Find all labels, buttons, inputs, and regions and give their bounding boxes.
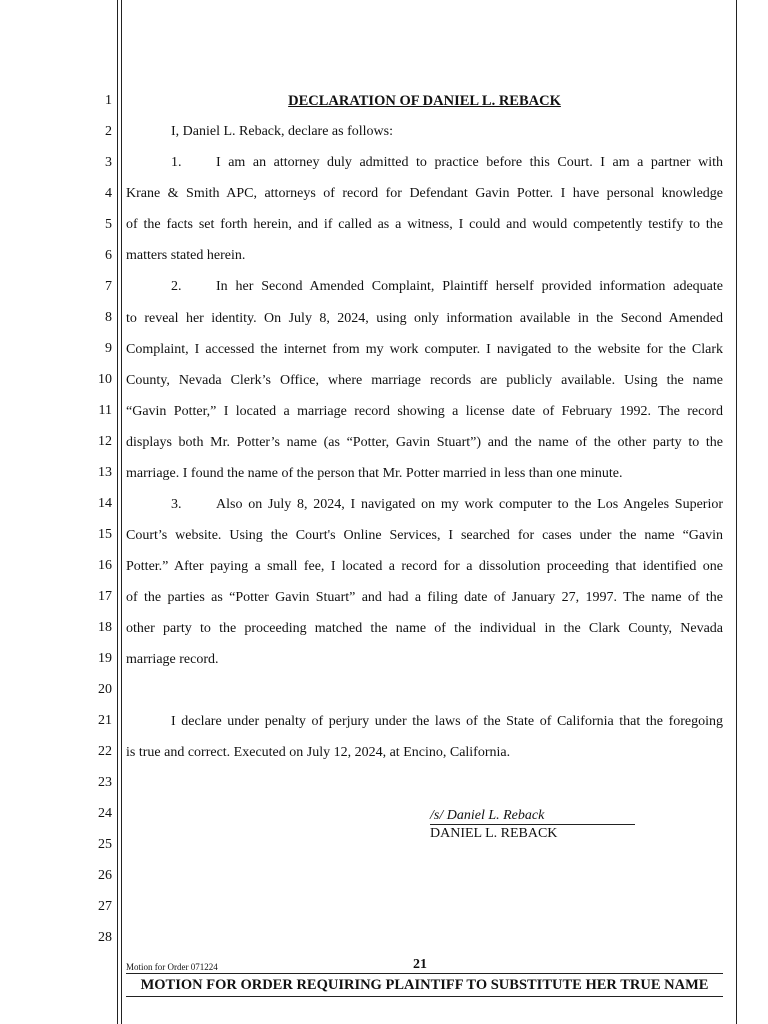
footer-document-id: Motion for Order 071224 — [126, 962, 218, 972]
line-number: 17 — [98, 589, 112, 604]
para2-line-3: Complaint, I accessed the internet from my work computer. I navigated to the website for the Clark — [126, 342, 723, 357]
para3-line-5: other party to the proceeding matched the name of the individual in the Clark County, Nevada — [126, 621, 723, 636]
line-number: 4 — [105, 186, 112, 201]
para3-line-4: of the parties as “Potter Gavin Stuart” and had a filing date of January 27, 1997. The name of the — [126, 590, 723, 605]
line-number: 1 — [105, 93, 112, 108]
line-number: 27 — [98, 899, 112, 914]
line-number: 26 — [98, 868, 112, 883]
line-number: 8 — [105, 310, 112, 325]
signatory-name: DANIEL L. REBACK — [430, 826, 558, 841]
left-margin-rule-inner — [121, 0, 122, 1024]
line-number: 28 — [98, 930, 112, 945]
para2-number: 2. — [171, 279, 182, 294]
footer-title: MOTION FOR ORDER REQUIRING PLAINTIFF TO SUBSTITUTE HER TRUE NAME — [140, 977, 709, 993]
para3-line-2: Court’s website. Using the Court's Online Services, I searched for cases under the name “Gavin — [126, 528, 723, 543]
line-number: 11 — [98, 403, 112, 418]
para2-line-7: marriage. I found the name of the person that Mr. Potter married in less than one minute. — [126, 466, 623, 481]
para1-number: 1. — [171, 155, 182, 170]
para3-line-6: marriage record. — [126, 652, 219, 667]
intro-line: I, Daniel L. Reback, declare as follows: — [171, 124, 393, 139]
line-number: 15 — [98, 527, 112, 542]
line-number: 25 — [98, 837, 112, 852]
line-number: 19 — [98, 651, 112, 666]
line-number: 24 — [98, 806, 112, 821]
line-number: 16 — [98, 558, 112, 573]
declaration-line-1: I declare under penalty of perjury under the laws of the State of California that the foregoing — [171, 714, 723, 729]
footer-rule-top — [126, 973, 723, 974]
line-number: 10 — [98, 372, 112, 387]
line-number: 13 — [98, 465, 112, 480]
para1-line-1: 1. I am an attorney duly admitted to practice before this Court. I am a partner with — [171, 155, 723, 170]
para2-line-1: 2. In her Second Amended Complaint, Plaintiff herself provided information adequate — [171, 279, 723, 294]
left-margin-rule — [117, 0, 118, 1024]
line-number: 7 — [105, 279, 112, 294]
para1-line-2: Krane & Smith APC, attorneys of record for Defendant Gavin Potter. I have personal knowledge — [126, 186, 723, 201]
line-number: 6 — [105, 248, 112, 263]
para3-line-3: Potter.” After paying a small fee, I located a record for a dissolution proceeding that identified one — [126, 559, 723, 574]
line-number: 21 — [98, 713, 112, 728]
line-number: 2 — [105, 124, 112, 139]
para2-line-6: displays both Mr. Potter’s name (as “Potter, Gavin Stuart”) and the name of the other party to the — [126, 435, 723, 450]
line-number: 14 — [98, 496, 112, 511]
para1-line-4: matters stated herein. — [126, 248, 246, 263]
document-title: DECLARATION OF DANIEL L. REBACK — [288, 93, 561, 109]
para2-line-4: County, Nevada Clerk’s Office, where marriage records are publicly available. Using the name — [126, 373, 723, 388]
footer-rule-bottom — [126, 996, 723, 997]
page-number: 21 — [413, 957, 427, 972]
right-margin-rule — [736, 0, 737, 1024]
para2-line-2: to reveal her identity. On July 8, 2024, using only information available in the Second Amended — [126, 311, 723, 326]
line-number: 18 — [98, 620, 112, 635]
para1-line-3: of the facts set forth herein, and if called as a witness, I could and would competently testify to the — [126, 217, 723, 232]
declaration-line-2: is true and correct. Executed on July 12, 2024, at Encino, California. — [126, 745, 511, 760]
line-number: 12 — [98, 434, 112, 449]
line-number: 9 — [105, 341, 112, 356]
line-number: 22 — [98, 744, 112, 759]
signature-line: /s/ Daniel L. Reback — [430, 807, 635, 825]
line-number: 20 — [98, 682, 112, 697]
line-number: 3 — [105, 155, 112, 170]
line-number: 23 — [98, 775, 112, 790]
line-number: 5 — [105, 217, 112, 232]
para3-number: 3. — [171, 497, 182, 512]
para3-line-1: 3. Also on July 8, 2024, I navigated on my work computer to the Los Angeles Superior — [171, 497, 723, 512]
para2-line-5: “Gavin Potter,” I located a marriage record showing a license date of February 1992. The record — [126, 404, 723, 419]
